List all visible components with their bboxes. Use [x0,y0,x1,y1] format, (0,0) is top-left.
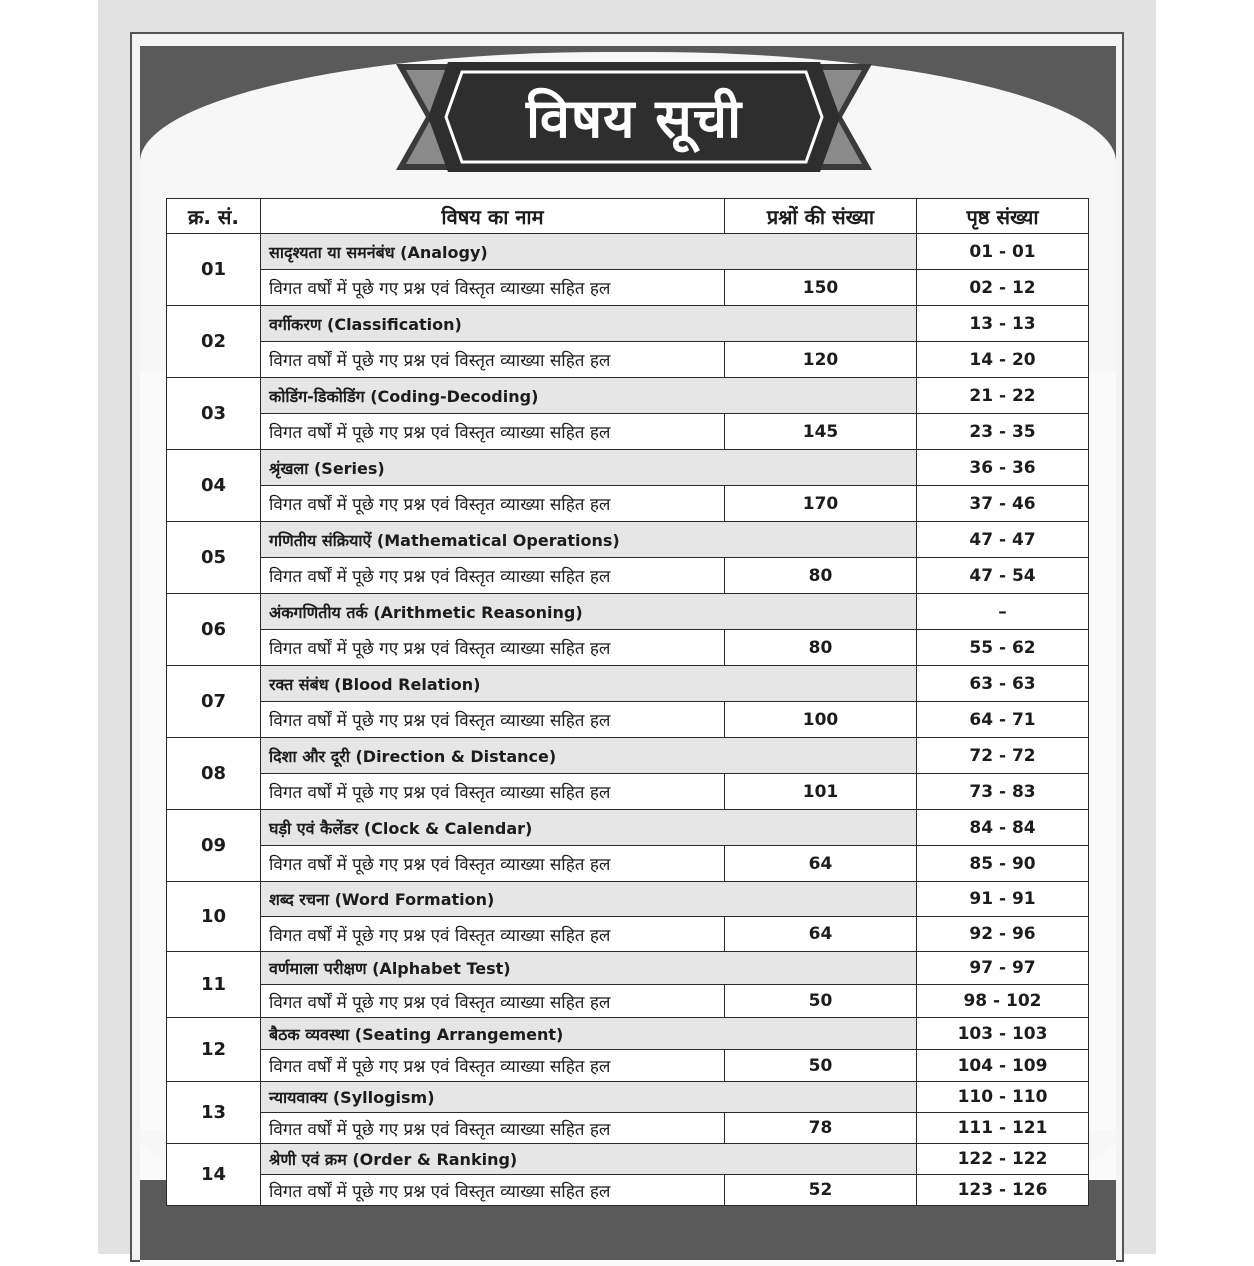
table-row [167,1175,1089,1206]
table-row [167,702,1089,738]
topic-name: शब्द रचना (Word Formation) [261,882,917,917]
table-body [167,234,1089,1206]
serial-number: 14 [167,1144,261,1206]
sub-page-range: 92 - 96 [917,917,1089,952]
question-count: 101 [725,774,917,810]
topic-page-range: 122 - 122 [917,1144,1089,1175]
table-row [167,306,1089,342]
question-count: 64 [725,846,917,882]
table-row [167,234,1089,270]
serial-number: 09 [167,810,261,882]
table-row [167,846,1089,882]
topic-name: कोडिंग-डिकोडिंग (Coding-Decoding) [261,378,917,414]
serial-number: 11 [167,952,261,1018]
question-count: 145 [725,414,917,450]
sub-page-range: 73 - 83 [917,774,1089,810]
serial-number: 03 [167,378,261,450]
topic-name: दिशा और दूरी (Direction & Distance) [261,738,917,774]
topic-page-range: 36 - 36 [917,450,1089,486]
serial-number: 08 [167,738,261,810]
sub-page-range: 14 - 20 [917,342,1089,378]
serial-number: 04 [167,450,261,522]
contents-table [166,198,1089,1206]
sub-page-range: 104 - 109 [917,1050,1089,1082]
table-row [167,666,1089,702]
table-row [167,594,1089,630]
page-title: विषय सूची [525,87,743,150]
question-count: 100 [725,702,917,738]
table-row [167,414,1089,450]
serial-number: 13 [167,1082,261,1144]
topic-page-range: 97 - 97 [917,952,1089,985]
topic-page-range: 72 - 72 [917,738,1089,774]
table-row [167,985,1089,1018]
sub-page-range: 47 - 54 [917,558,1089,594]
table-row [167,882,1089,917]
table-row [167,342,1089,378]
sub-topic-name: विगत वर्षों में पूछे गए प्रश्न एवं विस्तृत व्याख्या सहित हल [261,558,725,594]
question-count: 80 [725,558,917,594]
question-count: 150 [725,270,917,306]
topic-page-range: 47 - 47 [917,522,1089,558]
table-row [167,450,1089,486]
table-header-row [167,199,1089,234]
header-sno: क्र. सं. [167,199,261,234]
question-count: 52 [725,1175,917,1206]
table-row [167,810,1089,846]
table-row [167,952,1089,985]
topic-page-range: 91 - 91 [917,882,1089,917]
topic-page-range: 13 - 13 [917,306,1089,342]
serial-number: 10 [167,882,261,952]
topic-name: वर्गीकरण (Classification) [261,306,917,342]
table-row [167,1113,1089,1144]
sub-topic-name: विगत वर्षों में पूछे गए प्रश्न एवं विस्तृत व्याख्या सहित हल [261,414,725,450]
table-row [167,774,1089,810]
topic-page-range: 63 - 63 [917,666,1089,702]
topic-name: न्यायवाक्य (Syllogism) [261,1082,917,1113]
topic-page-range: 110 - 110 [917,1082,1089,1113]
header-questions: प्रश्नों की संख्या [725,199,917,234]
sub-topic-name: विगत वर्षों में पूछे गए प्रश्न एवं विस्तृत व्याख्या सहित हल [261,846,725,882]
question-count: 64 [725,917,917,952]
sub-page-range: 02 - 12 [917,270,1089,306]
table-row [167,486,1089,522]
sub-topic-name: विगत वर्षों में पूछे गए प्रश्न एवं विस्तृत व्याख्या सहित हल [261,1175,725,1206]
sub-topic-name: विगत वर्षों में पूछे गए प्रश्न एवं विस्तृत व्याख्या सहित हल [261,486,725,522]
header-pages: पृष्ठ संख्या [917,199,1089,234]
sub-topic-name: विगत वर्षों में पूछे गए प्रश्न एवं विस्तृत व्याख्या सहित हल [261,917,725,952]
topic-page-range: 21 - 22 [917,378,1089,414]
topic-name: गणितीय संक्रियाऐं (Mathematical Operations) [261,522,917,558]
sub-topic-name: विगत वर्षों में पूछे गए प्रश्न एवं विस्तृत व्याख्या सहित हल [261,630,725,666]
question-count: 80 [725,630,917,666]
sub-page-range: 37 - 46 [917,486,1089,522]
question-count: 120 [725,342,917,378]
sub-topic-name: विगत वर्षों में पूछे गए प्रश्न एवं विस्तृत व्याख्या सहित हल [261,1050,725,1082]
table-row [167,738,1089,774]
sub-topic-name: विगत वर्षों में पूछे गए प्रश्न एवं विस्तृत व्याख्या सहित हल [261,270,725,306]
topic-page-range: – [917,594,1089,630]
question-count: 50 [725,1050,917,1082]
topic-name: वर्णमाला परीक्षण (Alphabet Test) [261,952,917,985]
table-row [167,1082,1089,1113]
serial-number: 01 [167,234,261,306]
header-subject: विषय का नाम [261,199,725,234]
table-row [167,1050,1089,1082]
serial-number: 07 [167,666,261,738]
topic-name: घड़ी एवं कैलेंडर (Clock & Calendar) [261,810,917,846]
table-row [167,558,1089,594]
sub-page-range: 123 - 126 [917,1175,1089,1206]
table-row [167,917,1089,952]
topic-page-range: 01 - 01 [917,234,1089,270]
title-banner [396,58,872,176]
sub-page-range: 64 - 71 [917,702,1089,738]
topic-name: अंकगणितीय तर्क (Arithmetic Reasoning) [261,594,917,630]
sub-topic-name: विगत वर्षों में पूछे गए प्रश्न एवं विस्तृत व्याख्या सहित हल [261,342,725,378]
table-row [167,270,1089,306]
serial-number: 05 [167,522,261,594]
question-count: 170 [725,486,917,522]
question-count: 78 [725,1113,917,1144]
topic-name: श्रृंखला (Series) [261,450,917,486]
table-row [167,522,1089,558]
topic-name: श्रेणी एवं क्रम (Order & Ranking) [261,1144,917,1175]
table-row [167,378,1089,414]
serial-number: 06 [167,594,261,666]
topic-name: रक्त संबंध (Blood Relation) [261,666,917,702]
sub-page-range: 55 - 62 [917,630,1089,666]
sub-topic-name: विगत वर्षों में पूछे गए प्रश्न एवं विस्तृत व्याख्या सहित हल [261,702,725,738]
sub-topic-name: विगत वर्षों में पूछे गए प्रश्न एवं विस्तृत व्याख्या सहित हल [261,1113,725,1144]
topic-page-range: 103 - 103 [917,1018,1089,1050]
serial-number: 12 [167,1018,261,1082]
sub-page-range: 111 - 121 [917,1113,1089,1144]
sub-page-range: 98 - 102 [917,985,1089,1018]
sub-topic-name: विगत वर्षों में पूछे गए प्रश्न एवं विस्तृत व्याख्या सहित हल [261,774,725,810]
table-row [167,1018,1089,1050]
table-row [167,1144,1089,1175]
table-row [167,630,1089,666]
sub-page-range: 85 - 90 [917,846,1089,882]
sub-page-range: 23 - 35 [917,414,1089,450]
question-count: 50 [725,985,917,1018]
topic-page-range: 84 - 84 [917,810,1089,846]
sub-topic-name: विगत वर्षों में पूछे गए प्रश्न एवं विस्तृत व्याख्या सहित हल [261,985,725,1018]
serial-number: 02 [167,306,261,378]
topic-name: बैठक व्यवस्था (Seating Arrangement) [261,1018,917,1050]
topic-name: सादृश्यता या समनंबंध (Analogy) [261,234,917,270]
